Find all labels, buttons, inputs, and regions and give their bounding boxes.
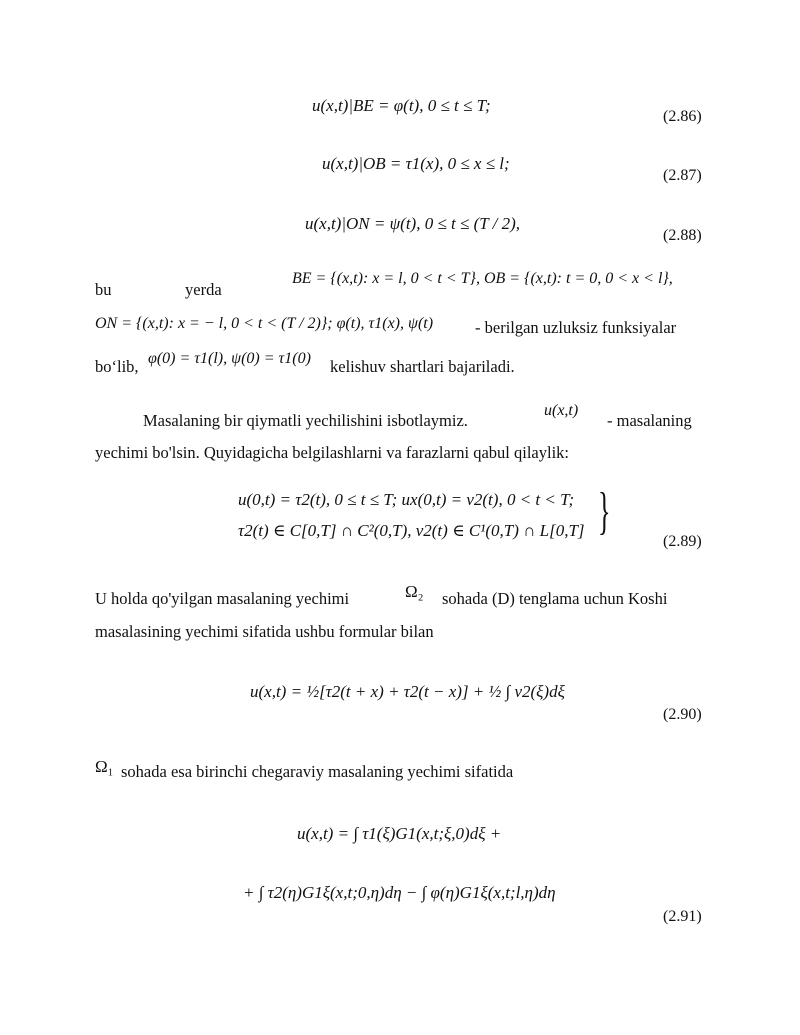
equation-2-88-math: u(x,t)|ON = ψ(t), 0 ≤ t ≤ (T / 2), [305, 214, 521, 233]
definition-be-ob: BE = {(x,t): x = l, 0 < t < T}, OB = {(x,t): t = 0, 0 < x < l}, [292, 270, 673, 287]
equation-number-2-91: (2.91) [663, 908, 702, 925]
equation-2-91-line1: u(x,t) = ∫ τ1(ξ)G1(x,t;ξ,0)dξ + [297, 824, 502, 843]
text-kelishuv: kelishuv shartlari bajariladi. [330, 357, 515, 376]
text-para3: sohada esa birinchi chegaraviy masalaning yechimi sifatida [121, 762, 514, 781]
equation-number-2-87: (2.87) [663, 167, 702, 184]
text-bolib: bo‘lib, [95, 357, 139, 376]
omega-1-symbol: Ω₁ [95, 757, 114, 776]
text-yerda: yerda [185, 280, 222, 299]
text-para1-b: - masalaning [607, 411, 692, 430]
text-bu: bu [95, 280, 112, 299]
text-berilgan: - berilgan uzluksiz funksiyalar [475, 318, 677, 337]
equation-2-89-line2: τ2(t) ∈ C[0,T] ∩ C²(0,T), ν2(t) ∈ C¹(0,T) ∩ L[0,T] [238, 521, 585, 540]
definition-on-functions: ON = {(x,t): x = − l, 0 < t < (T / 2)}; φ(t), τ1(x), ψ(t) [95, 315, 434, 332]
equation-number-2-86: (2.86) [663, 108, 702, 125]
equation-2-91-line2: + ∫ τ2(η)G1ξ(x,t;0,η)dη − ∫ φ(η)G1ξ(x,t;l,η)dη [243, 883, 556, 902]
text-para1-c: yechimi bo'lsin. Quyidagicha belgilashlarni va farazlarni qabul qilaylik: [95, 443, 569, 462]
equation-number-2-88: (2.88) [663, 227, 702, 244]
equation-number-2-90: (2.90) [663, 706, 702, 723]
equation-number-2-89: (2.89) [663, 533, 702, 550]
equation-2-87-math: u(x,t)|OB = τ1(x), 0 ≤ x ≤ l; [322, 154, 510, 173]
omega-2-symbol: Ω₂ [405, 582, 424, 601]
equation-2-90: u(x,t) = ½[τ2(t + x) + τ2(t − x)] + ½ ∫ ν2(ξ)dξ [250, 682, 565, 701]
text-para1-math: u(x,t) [544, 402, 579, 419]
right-brace-icon: } [598, 483, 611, 540]
text-para1-a: Masalaning bir qiymatli yechilishini isbotlaymiz. [143, 411, 468, 430]
text-para2-c: masalasining yechimi sifatida ushbu formular bilan [95, 622, 434, 641]
text-para2-b: sohada (D) tenglama uchun Koshi [442, 589, 668, 608]
equation-2-87 [322, 154, 510, 174]
agreement-conditions: φ(0) = τ1(l), ψ(0) = τ1(0) [148, 350, 311, 367]
equation-2-86-math: u(x,t)|BE = φ(t), 0 ≤ t ≤ T; [312, 96, 491, 115]
equation-2-88 [305, 214, 520, 234]
equation-2-89-line1: u(0,t) = τ2(t), 0 ≤ t ≤ T; ux(0,t) = ν2(t), 0 < t < T; [238, 490, 575, 509]
equation-2-86 [312, 96, 491, 116]
text-para2-a: U holda qo'yilgan masalaning yechimi [95, 589, 350, 608]
